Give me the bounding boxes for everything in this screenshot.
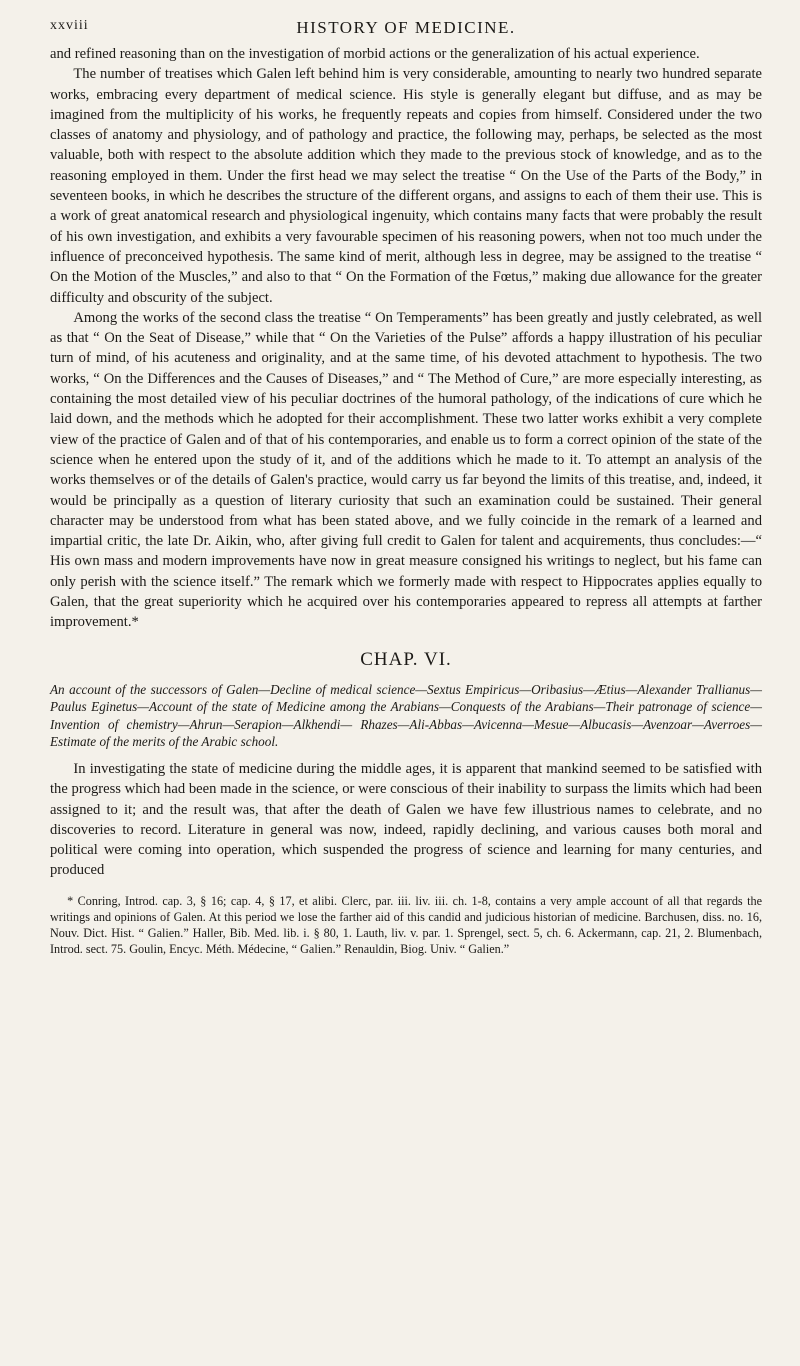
footnote: * Conring, Introd. cap. 3, § 16; cap. 4, § 17, et alibi. Clerc, par. iii. liv. iii. ch. 1-8, contains a very ample account of all that regards the writings and opinions of Galen. At this period we lose the farther aid of this candid and judicious historian of medicine. Barchusen, diss. no. 16, Nouv. Dict. Hist. “ Galien.” Haller, Bib. Med. lib. i. § 80, 1. Lauth, liv. v. par. 1. Sprengel, sect. 5, ch. 6. Ackermann, cap. 21, 2. Blumenbach, Introd. sect. 75. Goulin, Encyc. Méth. Médecine, “ Galien.” Renauldin, Biog. Univ. “ Galien.” <box>50 893 762 957</box>
page-number: xxviii <box>50 18 89 33</box>
running-title: HISTORY OF MEDICINE. <box>296 18 516 37</box>
book-page <box>50 18 762 958</box>
running-head <box>50 18 762 44</box>
chapter-title: CHAP. VI. <box>360 648 452 670</box>
chapter-opening-paragraph: In investigating the state of medicine during the middle ages, it is apparent that mankind seemed to be satisfied with the progress which had been made in the science, or were conscious of their inability to surpass the limits which had been assigned to it; and the result was, that after the death of Galen we have few illustrious names to celebrate, and no discoveries to record. Literature in general was now, indeed, rapidly declining, and various causes both moral and political were coming into operation, which suspended the progress of science and learning for many centuries, and produced <box>50 760 762 879</box>
chapter-summary: An account of the successors of Galen—Decline of medical science—Sextus Empiricus—Oribasius—Ætius—Alexander Trallianus—Paulus Eginetus—Account of the state of Medicine among the Arabians—Conquests of the Arabians—Their patronage of science—Invention of chemistry—Ahrun—Serapion—Alkhendi— Rhazes—Ali-Abbas—Avicenna—Mesue—Albucasis—Avenzoar—Averroes—Estimate of the merits of the Arabic school. <box>50 681 762 750</box>
paragraph: The number of treatises which Galen left behind him is very considerable, amounting to nearly two hundred separate works, embracing every department of medical science. His style is generally elegant but diffuse, and as may be imagined from the multiplicity of his works, he frequently repeats and copies from himself. Considered under the two classes of anatomy and physiology, and of pathology and practice, the following may, perhaps, be selected as the most valuable, both with respect to the absolute addition which they made to the previous stock of knowledge, and as to the reasoning employed in them. Under the first head we may select the treatise “ On the Use of the Parts of the Body,” in seventeen books, in which he describes the structure of the different organs, and assigns to each of them their use. This is a work of great anatomical research and physiological ingenuity, which contains many facts that were probably the result of his own investigation, and exhibits a very favourable specimen of his reasoning powers, when not too much under the influence of preconceived hypothesis. The same kind of merit, although less in degree, may be assigned to the treatise “ On the Motion of the Muscles,” and also to that “ On the Formation of the Fœtus,” making due allowance for the greater difficulty and obscurity of the subject. <box>50 66 762 306</box>
paragraph: Among the works of the second class the treatise “ On Temperaments” has been greatly and justly celebrated, as well as that “ On the Seat of Disease,” while that “ On the Varieties of the Pulse” affords a happy illustration of his peculiar turn of mind, of his acuteness and originality, and at the same time, of his devoted attachment to hypothesis. The two works, “ On the Differences and the Causes of Diseases,” and “ The Method of Cure,” are more especially interesting, as containing the most detailed view of his peculiar doctrines of the humoral pathology, of the indications of cure which he laid down, and the methods which he adopted for their accomplishment. These two latter works exhibit a very complete view of the practice of Galen and of that of his contemporaries, and enable us to form a correct opinion of the state of the science when he entered upon the study of it, and of the additions which he made to it. To attempt an analysis of the works themselves or of the details of Galen's practice, would carry us far beyond the limits of this treatise, and, indeed, it would be principally as a question of literary curiosity that such an examination could be sustained. Their general character may be understood from what has been stated above, and we fully coincide in the remark of a learned and impartial critic, the late Dr. Aikin, who, after giving full credit to Galen for talent and acquirements, thus concludes:—“ His own mass and modern improvements have now in great measure consigned his writings to neglect, but his fame can only perish with the science itself.” The remark which we formerly made with respect to Hippocrates applies equally to Galen, that the great superiority which he acquired over his contemporaries appeared to repress all attempts at farther improvement.* <box>50 309 762 631</box>
paragraph: and refined reasoning than on the investigation of morbid actions or the generalization of his actual experience. <box>50 46 700 62</box>
